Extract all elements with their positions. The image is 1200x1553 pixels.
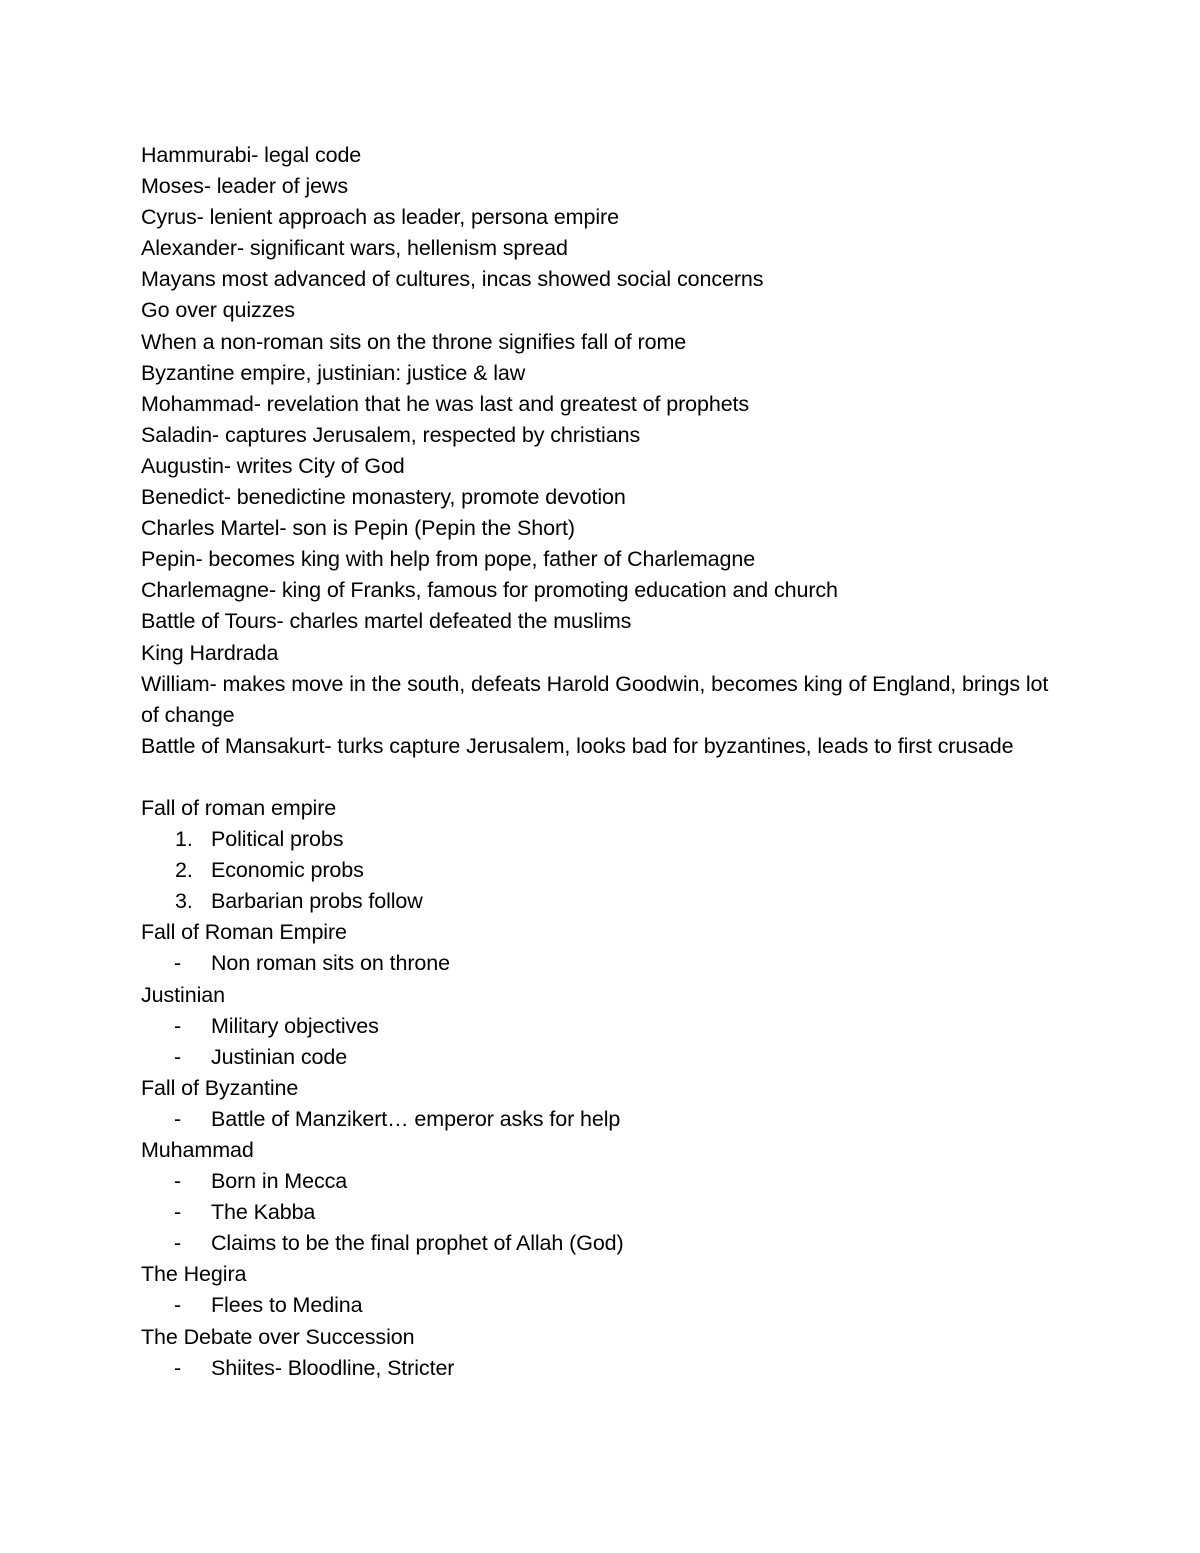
list-marker: -: [174, 1013, 182, 1038]
section-heading: Muhammad: [141, 1138, 254, 1162]
note-line: Charlemagne- king of Franks, famous for promoting education and church: [141, 578, 838, 603]
list-item-text: Battle of Manzikert… emperor asks for help: [211, 1106, 621, 1131]
list-item-text: Economic probs: [211, 858, 364, 883]
list-item: [141, 886, 1071, 917]
section-heading: Fall of roman empire: [141, 795, 337, 820]
list-item: [141, 948, 1071, 979]
list-item-text: Justinian code: [211, 1044, 348, 1069]
list-marker: -: [174, 1106, 182, 1131]
list-item: [141, 1042, 1071, 1073]
notes-block: [141, 140, 1071, 762]
section-justinian: [141, 980, 1071, 1073]
note-line: When a non-roman sits on the throne signifies fall of rome: [141, 329, 687, 354]
list-marker: 3.: [175, 889, 193, 914]
list-item-text: Flees to Medina: [211, 1293, 363, 1318]
list-marker: -: [174, 1200, 182, 1225]
list-item-text: Political probs: [211, 827, 344, 852]
note-line: King Hardrada: [141, 640, 279, 665]
section-heading: Fall of Roman Empire: [141, 920, 347, 945]
list-item: [141, 1011, 1071, 1042]
section-muhammad: [141, 1135, 1071, 1259]
note-line: Hammurabi- legal code: [141, 143, 362, 167]
note-line: Saladin- captures Jerusalem, respected by christians: [141, 422, 641, 447]
list-item-text: Born in Mecca: [211, 1169, 348, 1194]
dash-list: [141, 1353, 1071, 1384]
list-marker: -: [174, 1293, 182, 1318]
list-item-text: Claims to be the final prophet of Allah (God): [211, 1231, 624, 1256]
dash-list: [141, 1166, 1071, 1259]
list-item: [141, 1228, 1071, 1259]
section-fall-of-roman-empire: [141, 793, 1071, 917]
list-item: [141, 1353, 1071, 1384]
note-line: Benedict- benedictine monastery, promote devotion: [141, 485, 626, 510]
note-line: William- makes move in the south, defeats Harold Goodwin, becomes king of England, brings lot of change: [141, 671, 1049, 727]
document-page: [141, 140, 1071, 1384]
list-marker: -: [174, 1044, 182, 1069]
list-item-text: Shiites- Bloodline, Stricter: [211, 1355, 455, 1380]
list-item-text: Military objectives: [211, 1013, 379, 1038]
dash-list: [141, 1290, 1071, 1321]
note-line: Alexander- significant wars, hellenism spread: [141, 236, 568, 261]
list-item-text: The Kabba: [211, 1200, 316, 1225]
list-item: [141, 1166, 1071, 1197]
list-marker: -: [174, 951, 182, 976]
note-line: Charles Martel- son is Pepin (Pepin the Short): [141, 516, 575, 541]
note-line: Pepin- becomes king with help from pope, father of Charlemagne: [141, 547, 756, 572]
note-line: Byzantine empire, justinian: justice & law: [141, 360, 526, 385]
section-heading: The Hegira: [141, 1262, 247, 1287]
section-the-hegira: [141, 1259, 1071, 1321]
note-line: Go over quizzes: [141, 298, 295, 323]
list-marker: -: [174, 1169, 182, 1194]
blank-line: [141, 762, 1071, 793]
list-marker: -: [174, 1355, 182, 1380]
note-line: Battle of Mansakurt- turks capture Jerusalem, looks bad for byzantines, leads to first crusade: [141, 733, 1014, 758]
list-item: [141, 1197, 1071, 1228]
numbered-list: [141, 824, 1071, 917]
section-heading: Fall of Byzantine: [141, 1075, 299, 1100]
section-debate-over-succession: [141, 1322, 1071, 1384]
list-marker: 1.: [175, 827, 193, 852]
list-item: [141, 1290, 1071, 1321]
note-line: Mayans most advanced of cultures, incas showed social concerns: [141, 267, 764, 292]
list-item-text: Non roman sits on throne: [211, 951, 451, 976]
list-item: [141, 1104, 1071, 1135]
dash-list: [141, 1104, 1071, 1135]
list-marker: 2.: [175, 858, 193, 883]
list-item-text: Barbarian probs follow: [211, 889, 423, 914]
note-line: Moses- leader of jews: [141, 174, 349, 199]
list-item: [141, 855, 1071, 886]
note-line: Cyrus- lenient approach as leader, persona empire: [141, 205, 619, 230]
section-heading: The Debate over Succession: [141, 1324, 415, 1349]
dash-list: [141, 948, 1071, 979]
section-fall-of-roman-empire-2: [141, 917, 1071, 979]
section-fall-of-byzantine: [141, 1073, 1071, 1135]
note-line: Battle of Tours- charles martel defeated the muslims: [141, 609, 632, 634]
list-item: [141, 824, 1071, 855]
note-line: Mohammad- revelation that he was last and greatest of prophets: [141, 391, 750, 416]
list-marker: -: [174, 1231, 182, 1256]
section-heading: Justinian: [141, 982, 225, 1007]
note-line: Augustin- writes City of God: [141, 453, 405, 478]
dash-list: [141, 1011, 1071, 1073]
